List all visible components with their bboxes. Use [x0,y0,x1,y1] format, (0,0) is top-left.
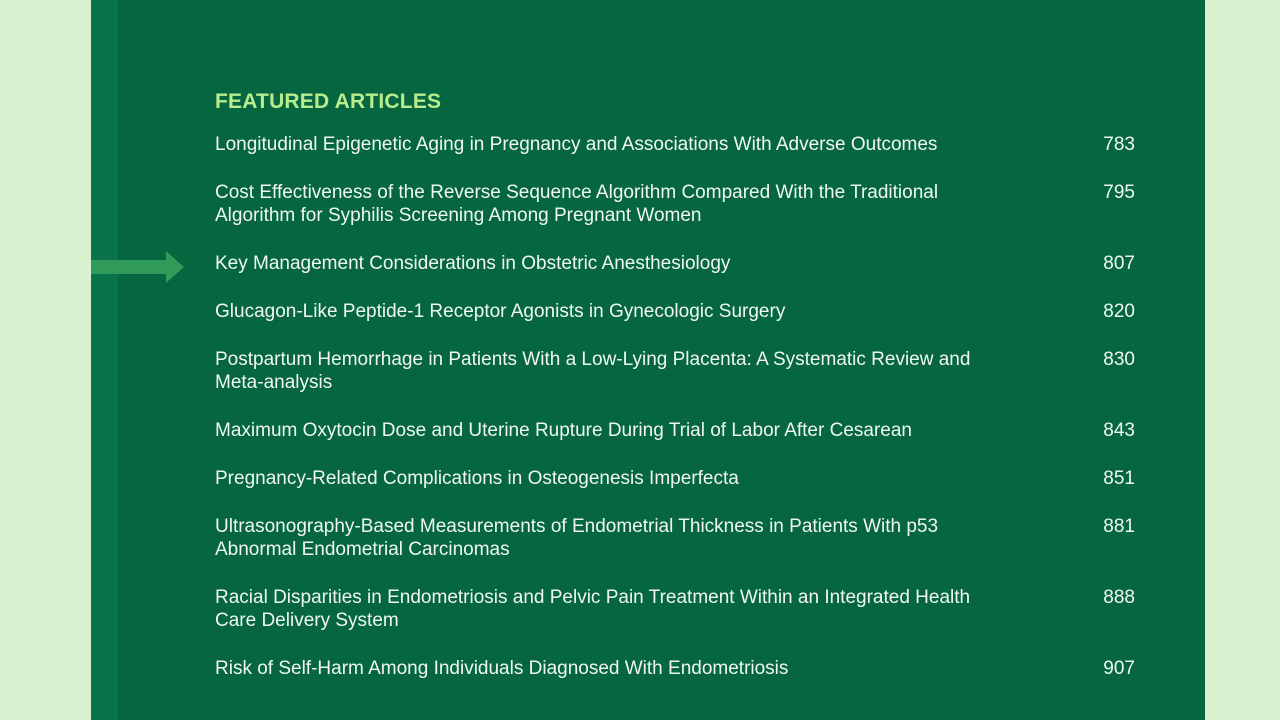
article-page-number: 807 [1103,253,1135,274]
article-title[interactable]: Ultrasonography-Based Measurements of Endometrial Thickness in Patients With p53 Abnormal Endometrial Carcinomas [215,516,939,560]
article-title[interactable]: Racial Disparities in Endometriosis and Pelvic Pain Treatment Within an Integrated Health Care Delivery System [215,587,971,631]
panel-left-stripe [91,0,118,720]
article-page-number: 795 [1103,182,1135,203]
article-page-number: 830 [1103,349,1135,370]
article-title[interactable]: Glucagon-Like Peptide-1 Receptor Agonists in Gynecologic Surgery [215,301,786,322]
article-page-number: 843 [1103,420,1135,441]
article-page-number: 851 [1103,468,1135,489]
article-title[interactable]: Postpartum Hemorrhage in Patients With a Low-Lying Placenta: A Systematic Review and Meta-analysis [215,349,971,393]
article-title[interactable]: Risk of Self-Harm Among Individuals Diagnosed With Endometriosis [215,658,789,679]
right-arrow-icon [91,250,186,284]
featured-articles-panel [91,0,1205,720]
section-heading: FEATURED ARTICLES [215,90,442,113]
article-title[interactable]: Cost Effectiveness of the Reverse Sequence Algorithm Compared With the Traditional Algorithm for Syphilis Screening Among Pregnant Women [215,182,939,226]
article-title[interactable]: Pregnancy-Related Complications in Osteogenesis Imperfecta [215,468,739,489]
article-title[interactable]: Key Management Considerations in Obstetric Anesthesiology [215,253,731,274]
article-title[interactable]: Maximum Oxytocin Dose and Uterine Rupture During Trial of Labor After Cesarean [215,420,912,441]
article-title[interactable]: Longitudinal Epigenetic Aging in Pregnancy and Associations With Adverse Outcomes [215,134,938,155]
article-page-number: 907 [1103,658,1135,679]
article-page-number: 888 [1103,587,1135,608]
article-page-number: 783 [1103,134,1135,155]
article-page-number: 820 [1103,301,1135,322]
article-page-number: 881 [1103,516,1135,537]
